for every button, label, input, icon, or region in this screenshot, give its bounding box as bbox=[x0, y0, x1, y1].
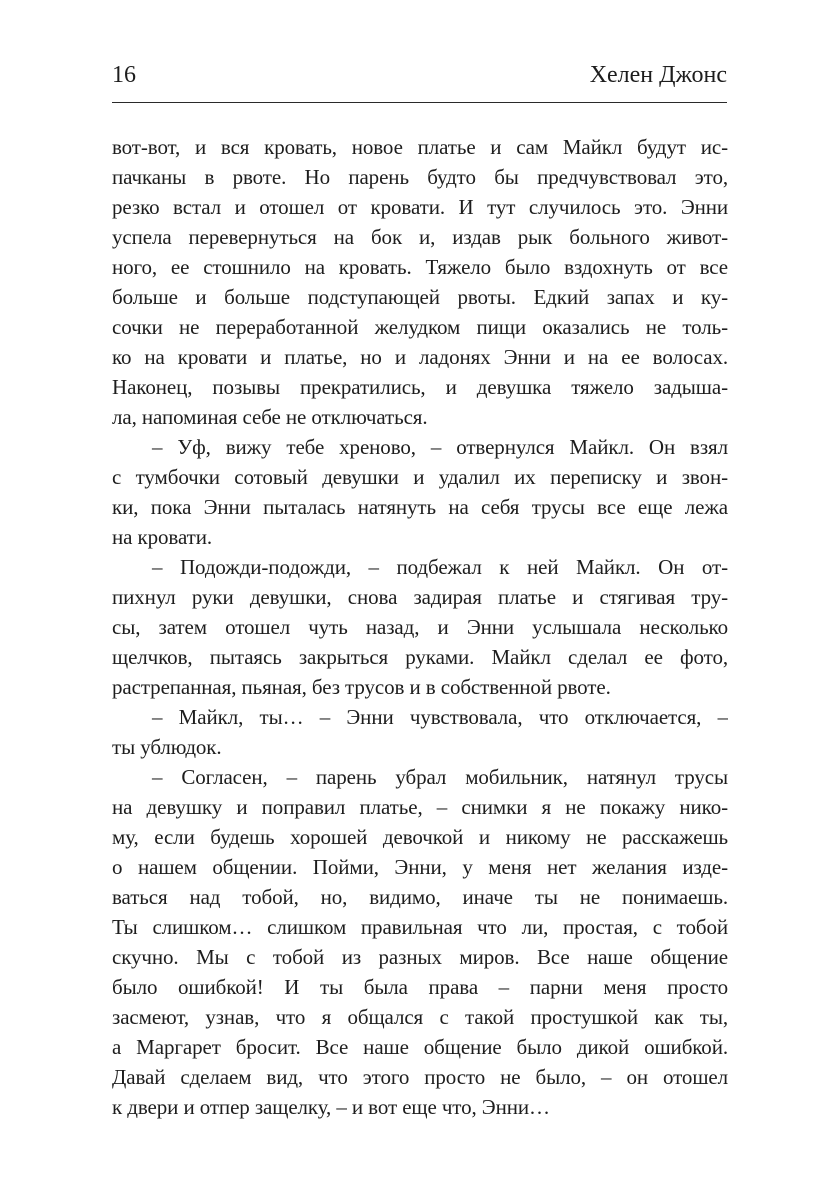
text-line: – Согласен, – парень убрал мобильник, натянул трусы bbox=[152, 765, 728, 789]
text-line: ного, ее стошнило на кровать. Тяжело было вздохнуть от все bbox=[112, 255, 728, 279]
text-line: му, если будешь хорошей девочкой и никому не расскажешь bbox=[112, 825, 728, 849]
text-line: а Маргарет бросит. Все наше общение было дикой ошибкой. bbox=[112, 1035, 728, 1059]
text-line: на кровати. bbox=[112, 525, 212, 549]
text-line: вот-вот, и вся кровать, новое платье и сам Майкл будут ис- bbox=[112, 135, 728, 159]
text-line: сы, затем отошел чуть назад, и Энни услышала несколько bbox=[112, 615, 728, 639]
page-header bbox=[112, 62, 727, 88]
text-line: растрепанная, пьяная, без трусов и в собственной рвоте. bbox=[112, 675, 611, 699]
text-line: резко встал и отошел от кровати. И тут случилось это. Энни bbox=[112, 195, 728, 219]
body-text bbox=[112, 132, 728, 1122]
text-line: засмеют, узнав, что я общался с такой простушкой как ты, bbox=[112, 1005, 728, 1029]
text-line: – Уф, вижу тебе хреново, – отвернулся Майкл. Он взял bbox=[152, 435, 728, 459]
page-number: 16 bbox=[112, 62, 136, 88]
text-line: пихнул руки девушки, снова задирая платье и стягивая тру- bbox=[112, 585, 728, 609]
header-rule bbox=[112, 102, 727, 103]
text-line: сочки не переработанной желудком пищи оказались не толь- bbox=[112, 315, 728, 339]
text-line: успела перевернуться на бок и, издав рык больного живот- bbox=[112, 225, 728, 249]
text-line: к двери и отпер защелку, – и вот еще что, Энни… bbox=[112, 1095, 550, 1119]
text-line: Давай сделаем вид, что этого просто не было, – он отошел bbox=[112, 1065, 728, 1089]
text-line: ко на кровати и платье, но и ладонях Энни и на ее волосах. bbox=[112, 345, 728, 369]
text-line: на девушку и поправил платье, – снимки я не покажу нико- bbox=[112, 795, 728, 819]
text-line: с тумбочки сотовый девушки и удалил их переписку и звон- bbox=[112, 465, 728, 489]
text-line: щелчков, пытаясь закрыться руками. Майкл сделал ее фото, bbox=[112, 645, 728, 669]
text-line: Ты слишком… слишком правильная что ли, простая, с тобой bbox=[112, 915, 728, 939]
text-line: Наконец, позывы прекратились, и девушка тяжело задыша- bbox=[112, 375, 728, 399]
text-line: ваться над тобой, но, видимо, иначе ты не понимаешь. bbox=[112, 885, 728, 909]
text-line: пачканы в рвоте. Но парень будто бы предчувствовал это, bbox=[112, 165, 728, 189]
text-line: – Майкл, ты… – Энни чувствовала, что отключается, – bbox=[152, 705, 728, 729]
text-line: больше и больше подступающей рвоты. Едкий запах и ку- bbox=[112, 285, 728, 309]
text-line: о нашем общении. Пойми, Энни, у меня нет желания изде- bbox=[112, 855, 728, 879]
text-line: – Подожди-подожди, – подбежал к ней Майкл. Он от- bbox=[152, 555, 728, 579]
text-line: ла, напоминая себе не отключаться. bbox=[112, 405, 428, 429]
text-line: было ошибкой! И ты была права – парни меня просто bbox=[112, 975, 728, 999]
running-title: Хелен Джонс bbox=[589, 62, 727, 88]
text-line: ки, пока Энни пыталась натянуть на себя трусы все еще лежа bbox=[112, 495, 728, 519]
text-line: ты ублюдок. bbox=[112, 735, 222, 759]
text-line: скучно. Мы с тобой из разных миров. Все наше общение bbox=[112, 945, 728, 969]
